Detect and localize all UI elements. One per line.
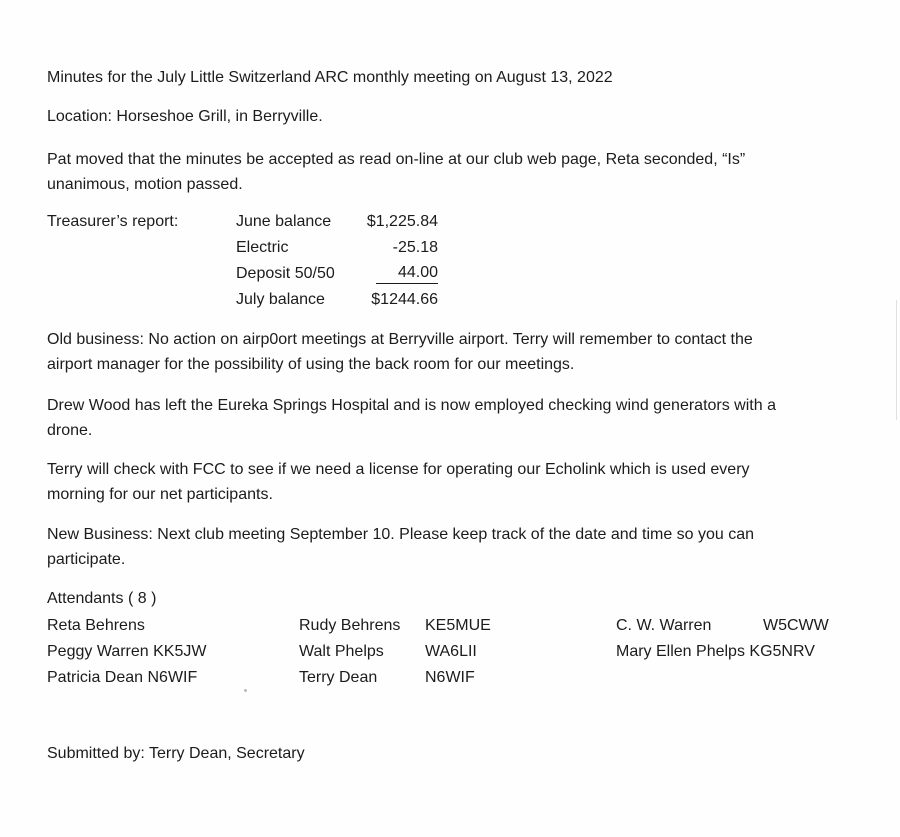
fcc-line-1: Terry will check with FCC to see if we need a license for operating our Echolink which is used every xyxy=(47,461,750,478)
ledger-label: June balance xyxy=(236,213,332,230)
treasurer-report-label: Treasurer’s report: xyxy=(47,213,179,230)
attendant-entry xyxy=(299,639,499,665)
attendant-entry xyxy=(299,665,499,691)
attendant-entry xyxy=(616,613,846,639)
motion-line-1: Pat moved that the minutes be accepted as read on-line at our club web page, Reta seconded, “Is” xyxy=(47,151,746,168)
attendants-column-1 xyxy=(47,613,206,691)
ledger-amount: -25.18 xyxy=(392,239,438,256)
ledger-amount: 44.00 xyxy=(376,263,438,284)
ledger-label: July balance xyxy=(236,291,325,308)
drew-line-2: drone. xyxy=(47,422,93,439)
old-business-paragraph xyxy=(47,327,877,377)
drew-wood-paragraph xyxy=(47,393,877,443)
document-title: Minutes for the July Little Switzerland ARC monthly meeting on August 13, 2022 xyxy=(47,69,613,86)
attendant-callsign: WA6LII xyxy=(425,643,477,660)
attendant-name: Walt Phelps xyxy=(299,643,384,660)
new-business-line-1: New Business: Next club meeting September 10. Please keep track of the date and time so you can xyxy=(47,526,755,543)
attendant-entry: Mary Ellen Phelps KG5NRV xyxy=(616,643,815,660)
attendant-name: Rudy Behrens xyxy=(299,617,401,634)
attendants-column-3 xyxy=(616,613,846,665)
attendant-entry: Peggy Warren KK5JW xyxy=(47,643,207,660)
motion-line-2: unanimous, motion passed. xyxy=(47,176,243,193)
submitted-by: Submitted by: Terry Dean, Secretary xyxy=(47,745,305,762)
attendants-title: Attendants ( 8 ) xyxy=(47,590,157,607)
attendant-entry xyxy=(299,613,499,639)
ledger-row-june-balance xyxy=(236,211,446,237)
drew-line-1: Drew Wood has left the Eureka Springs Hospital and is now employed checking wind generators with a xyxy=(47,397,776,414)
old-business-line-1: Old business: No action on airp0ort meetings at Berryville airport. Terry will remember to contact the xyxy=(47,331,753,348)
old-business-line-2: airport manager for the possibility of using the back room for our meetings. xyxy=(47,356,575,373)
attendant-entry: Reta Behrens xyxy=(47,617,145,634)
attendant-name: C. W. Warren xyxy=(616,617,712,634)
ledger-label: Electric xyxy=(236,239,289,256)
attendant-callsign: N6WIF xyxy=(425,669,475,686)
attendant-entry: Patricia Dean N6WIF xyxy=(47,669,198,686)
motion-paragraph xyxy=(47,147,877,197)
attendant-callsign: W5CWW xyxy=(763,617,829,634)
attendant-name: Terry Dean xyxy=(299,669,378,686)
ledger-amount: $1244.66 xyxy=(371,291,438,308)
new-business-line-2: participate. xyxy=(47,551,126,568)
new-business-paragraph xyxy=(47,522,877,572)
ledger-amount: $1,225.84 xyxy=(366,213,438,230)
ledger-row-july-balance xyxy=(236,289,446,315)
meeting-location: Location: Horseshoe Grill, in Berryville. xyxy=(47,108,323,125)
ledger-row-electric xyxy=(236,237,446,263)
ledger-label: Deposit 50/50 xyxy=(236,265,335,282)
ledger-row-deposit xyxy=(236,263,446,289)
attendants-column-2 xyxy=(299,613,499,691)
fcc-paragraph xyxy=(47,457,877,507)
attendant-callsign: KE5MUE xyxy=(425,617,491,634)
scan-edge xyxy=(896,300,897,420)
fcc-line-2: morning for our net participants. xyxy=(47,486,273,503)
scan-speck xyxy=(244,689,247,692)
